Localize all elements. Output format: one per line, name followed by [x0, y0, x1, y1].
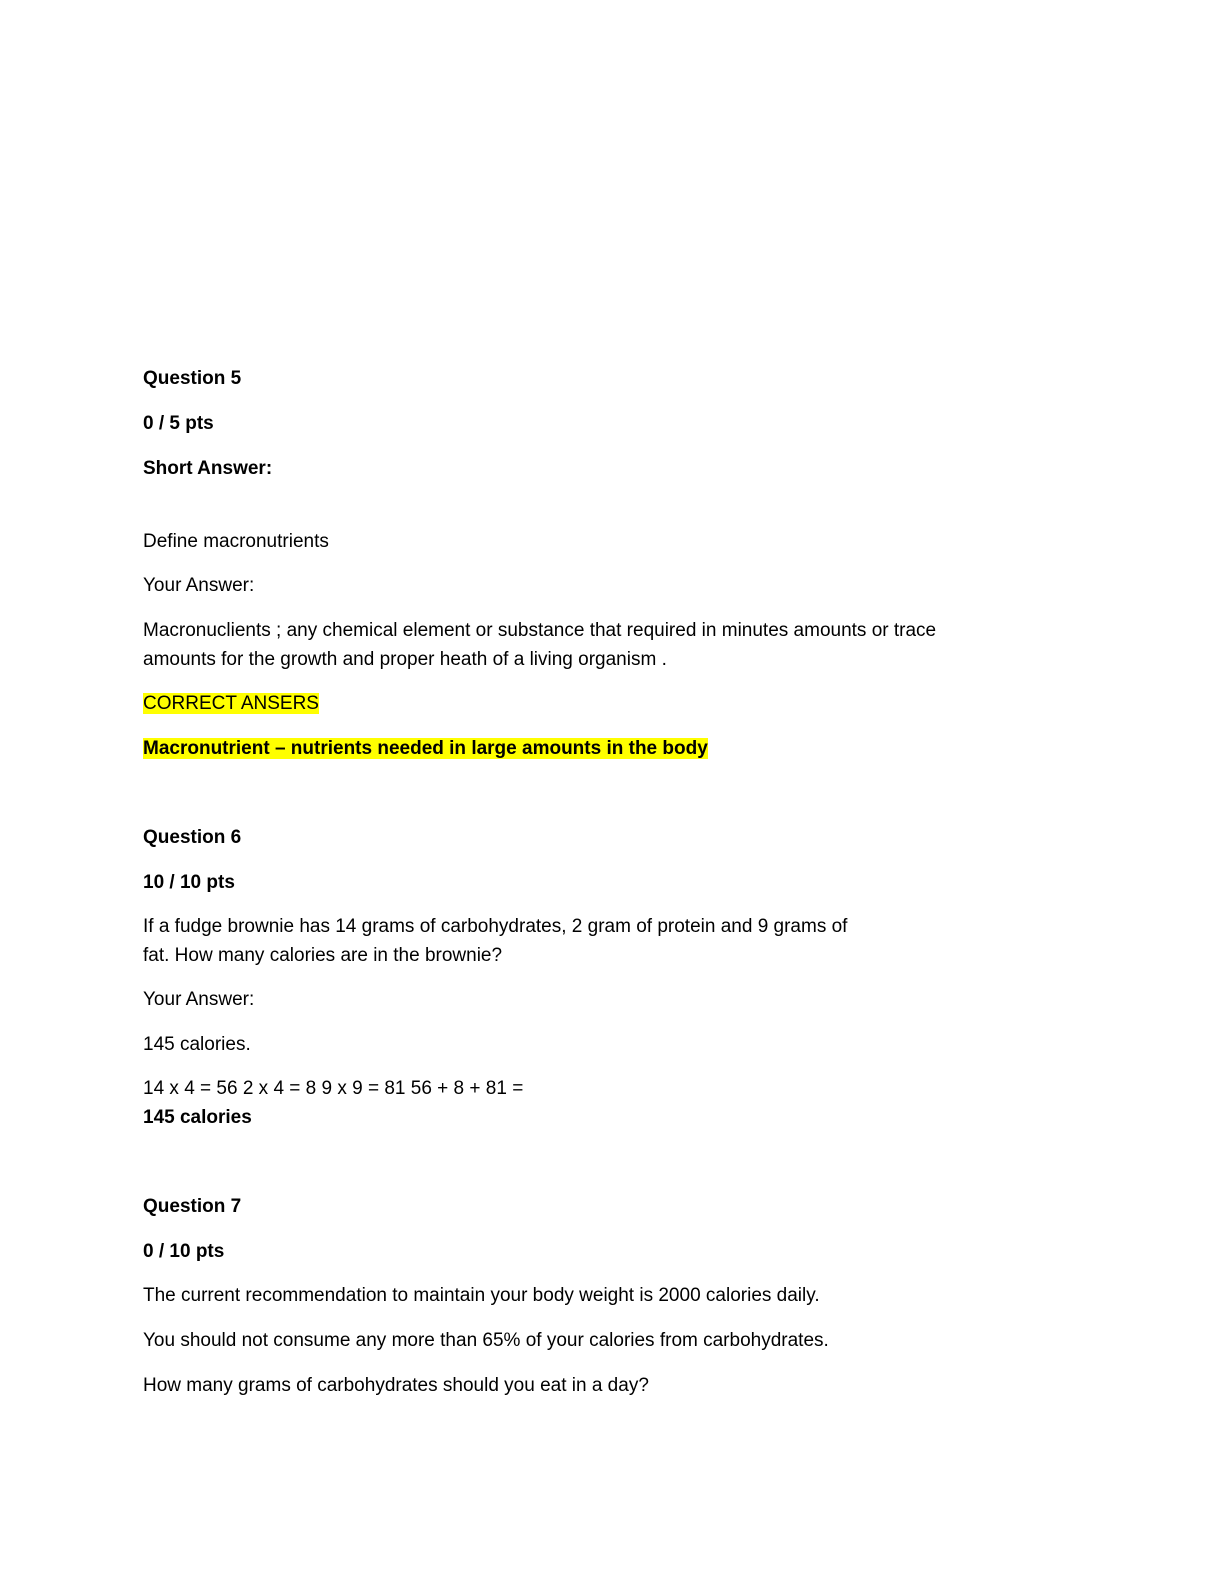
question-points: 0 / 10 pts: [143, 1241, 225, 1262]
question-prompt-line-1: If a fudge brownie has 14 grams of carbohydrates, 2 gram of protein and 9 grams of: [143, 916, 848, 937]
correct-answer-text: Macronutrient – nutrients needed in large amounts in the body: [143, 738, 708, 759]
question-prompt: Define macronutrients: [143, 531, 329, 552]
your-answer-label: Your Answer:: [143, 989, 255, 1010]
question-text-line-1: The current recommendation to maintain your body weight is 2000 calories daily.: [143, 1285, 820, 1306]
question-points: 10 / 10 pts: [143, 872, 235, 893]
answer-text-line-1: Macronuclients ; any chemical element or substance that required in minutes amounts or trace: [143, 620, 937, 641]
question-type-label: Short Answer:: [143, 458, 273, 479]
correct-answer-line: [143, 734, 708, 763]
correct-answer-label-line: [143, 689, 319, 718]
answer-work: 14 x 4 = 56 2 x 4 = 8 9 x 9 = 81 56 + 8 + 81 =: [143, 1078, 524, 1099]
question-title: Question 5: [143, 368, 242, 389]
correct-answer-label: CORRECT ANSERS: [143, 693, 319, 714]
your-answer-label: Your Answer:: [143, 575, 255, 596]
question-title: Question 7: [143, 1196, 242, 1217]
question-text-line-3: How many grams of carbohydrates should you eat in a day?: [143, 1375, 649, 1396]
question-title: Question 6: [143, 827, 242, 848]
answer-text-line-2: amounts for the growth and proper heath of a living organism .: [143, 649, 667, 670]
answer-text: 145 calories.: [143, 1034, 251, 1055]
question-prompt-line-2: fat. How many calories are in the brownie?: [143, 945, 503, 966]
answer-work-result: 145 calories: [143, 1107, 252, 1128]
question-points: 0 / 5 pts: [143, 413, 214, 434]
question-text-line-2: You should not consume any more than 65% of your calories from carbohydrates.: [143, 1330, 829, 1351]
